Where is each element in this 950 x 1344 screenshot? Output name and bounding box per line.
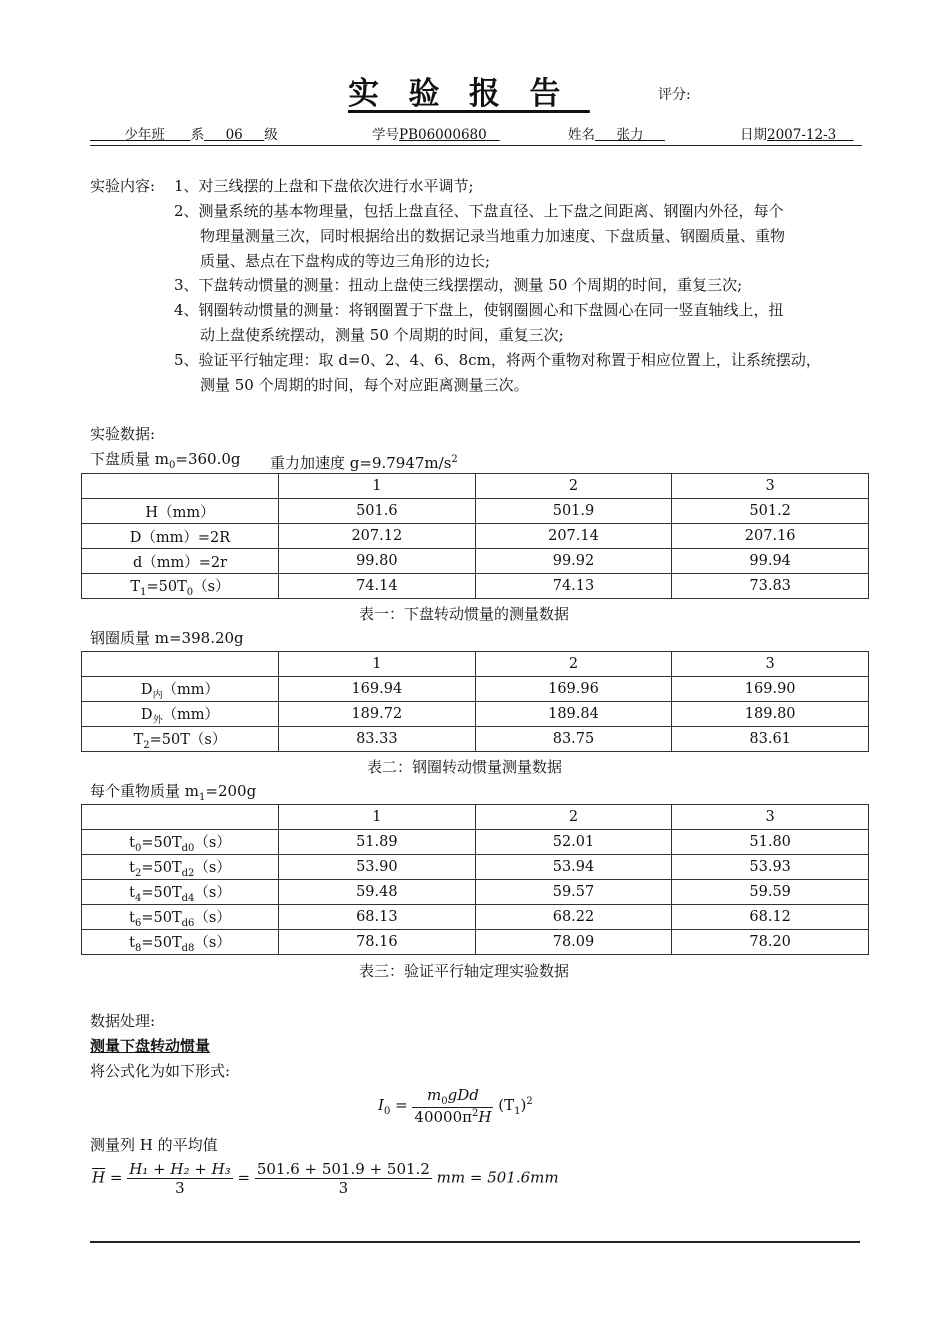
table-cell: 51.89	[279, 830, 476, 855]
table-header-cell: 1	[279, 474, 476, 499]
table-cell: 73.83	[672, 574, 869, 599]
table-header-cell	[82, 652, 279, 677]
score-label: 评分:	[658, 87, 691, 103]
content-item: 测量 50 个周期的时间，每个对应距离测量三次。	[200, 376, 529, 394]
name-field	[568, 123, 665, 143]
table-cell: 99.80	[279, 549, 476, 574]
table-cell: 68.13	[279, 905, 476, 930]
row-label: $t_4=50T_{d4}(s)$	[82, 880, 279, 905]
table-row	[82, 880, 869, 905]
table-cell: 78.16	[279, 930, 476, 955]
table-row	[82, 830, 869, 855]
table-header-cell: 2	[475, 474, 672, 499]
table-cell: 207.16	[672, 524, 869, 549]
content-item: 5、验证平行轴定理：取 d=0、2、4、6、8cm，将两个重物对称置于相应位置上，让系统摆动，	[174, 351, 821, 369]
table-cell: 53.94	[475, 855, 672, 880]
date-value: 2007-12-3	[767, 127, 837, 143]
report-title: 实验报告	[348, 76, 590, 112]
footer-rule	[90, 1241, 860, 1243]
row-label: $T_2=50T(s)$	[82, 727, 279, 752]
table-header-cell	[82, 474, 279, 499]
table-row	[82, 549, 869, 574]
table-cell: 52.01	[475, 830, 672, 855]
gravity: 重力加速度 $g=9.7947m/s^2$	[270, 454, 458, 472]
formula-fraction: $\frac{m_0gDd}{40000\pi^2H}$	[414, 1086, 492, 1126]
date-label: 日期	[740, 127, 767, 143]
table-row	[82, 905, 869, 930]
student-name: 张力	[616, 127, 644, 143]
table-header-row	[82, 652, 869, 677]
table-row	[82, 574, 869, 599]
table-cell: 78.09	[475, 930, 672, 955]
table-cell: 74.14	[279, 574, 476, 599]
table-header-cell: 3	[672, 474, 869, 499]
formula-mean-h: $\overline{H}$ = $\frac{\text{H₁ + H₂ + H₃}}{3}$ = $\frac{501.6 + 501.9 + 501.2}{3}$ mm = 501.6mm	[92, 1160, 559, 1197]
table-cell: 53.93	[672, 855, 869, 880]
table-disk-inertia	[81, 473, 869, 599]
table-cell: 59.59	[672, 880, 869, 905]
table-cell: 189.72	[279, 702, 476, 727]
content-item: 质量、悬点在下盘构成的等边三角形的边长;	[200, 252, 491, 270]
name-label: 姓名	[568, 127, 595, 143]
table-cell: 83.33	[279, 727, 476, 752]
dept-value: 06	[225, 127, 243, 143]
date-field	[740, 123, 853, 143]
ring-mass: 钢圈质量 m=398.20g	[90, 629, 244, 647]
table3-caption: 表三：验证平行轴定理实验数据	[359, 962, 570, 980]
table-cell: 83.75	[475, 727, 672, 752]
table-cell: 169.96	[475, 677, 672, 702]
table-header-cell	[82, 805, 279, 830]
mean-label: 测量列 H 的平均值	[90, 1136, 218, 1154]
disk-mass: 下盘质量 $m_0=360.0g$	[90, 450, 241, 471]
content-item: 2、测量系统的基本物理量，包括上盘直径、下盘直径、上下盘之间距离、钢圈内外径，每个	[174, 202, 784, 220]
row-label: $t_0=50T_{d0}(s)$	[82, 830, 279, 855]
table-header-cell: 2	[475, 652, 672, 677]
formula-inertia: $I_0$ = $\frac{m_0gDd}{40000\pi^2H}$ $(T_1)^2$	[378, 1086, 533, 1126]
table-cell: 51.80	[672, 830, 869, 855]
table-row	[82, 524, 869, 549]
table-cell: 59.57	[475, 880, 672, 905]
table-cell: 59.48	[279, 880, 476, 905]
table2-caption: 表二：钢圈转动惯量测量数据	[367, 758, 563, 776]
table-cell: 501.2	[672, 499, 869, 524]
table-header-row	[82, 474, 869, 499]
table-header-cell: 2	[475, 805, 672, 830]
row-label: $D_外(mm)$	[82, 702, 279, 727]
table-cell: 207.14	[475, 524, 672, 549]
table-header-cell: 1	[279, 805, 476, 830]
table-cell: 169.90	[672, 677, 869, 702]
processing-intro: 将公式化为如下形式:	[90, 1062, 231, 1080]
class-field	[90, 123, 278, 143]
content-item: 4、钢圈转动惯量的测量：将钢圈置于下盘上，使钢圈圆心和下盘圆心在同一竖直轴线上，扭	[174, 301, 784, 319]
row-label: D（mm）=2R	[82, 524, 279, 549]
table1-caption: 表一：下盘转动惯量的测量数据	[359, 605, 570, 623]
row-label: $T_1=50T_0(s)$	[82, 574, 279, 599]
data-label: 实验数据:	[90, 425, 156, 443]
row-label: H（mm）	[82, 499, 279, 524]
class-name: 少年班	[124, 127, 165, 143]
table-cell: 74.13	[475, 574, 672, 599]
table-row	[82, 677, 869, 702]
weight-mass: 每个重物质量 $m_1=200g$	[90, 782, 257, 803]
table-header-row	[82, 805, 869, 830]
table-header-cell: 3	[672, 805, 869, 830]
content-label: 实验内容:	[90, 177, 156, 195]
table-header-cell: 3	[672, 652, 869, 677]
row-label: $t_2=50T_{d2}(s)$	[82, 855, 279, 880]
table-cell: 501.9	[475, 499, 672, 524]
table-cell: 99.94	[672, 549, 869, 574]
table-cell: 68.12	[672, 905, 869, 930]
table-cell: 189.84	[475, 702, 672, 727]
table-cell: 78.20	[672, 930, 869, 955]
row-label: d（mm）=2r	[82, 549, 279, 574]
dept-label: 系	[190, 127, 205, 143]
student-id-value: PB06000680	[399, 127, 487, 143]
content-item: 动上盘使系统摆动，测量 50 个周期的时间，重复三次;	[200, 326, 564, 344]
table-cell: 169.94	[279, 677, 476, 702]
formula-fraction: $\frac{501.6 + 501.9 + 501.2}{3}$	[256, 1160, 430, 1197]
formula-fraction: $\frac{\text{H₁ + H₂ + H₃}}{3}$	[129, 1160, 231, 1197]
table-ring-inertia	[81, 651, 869, 752]
table-row	[82, 727, 869, 752]
row-label: $D_内(mm)$	[82, 677, 279, 702]
table-parallel-axis	[81, 804, 869, 955]
grade-label: 级	[264, 127, 278, 143]
table-cell: 53.90	[279, 855, 476, 880]
table-cell: 99.92	[475, 549, 672, 574]
table-cell: 501.6	[279, 499, 476, 524]
table-row	[82, 499, 869, 524]
student-id-field	[372, 123, 500, 143]
row-label: $t_8=50T_{d8}(s)$	[82, 930, 279, 955]
table-cell: 68.22	[475, 905, 672, 930]
content-item: 物理量测量三次，同时根据给出的数据记录当地重力加速度、下盘质量、钢圈质量、重物	[200, 227, 786, 245]
table-header-cell: 1	[279, 652, 476, 677]
content-item: 1、对三线摆的上盘和下盘依次进行水平调节;	[174, 177, 474, 195]
table-row	[82, 930, 869, 955]
table-cell: 189.80	[672, 702, 869, 727]
processing-subtitle: 测量下盘转动惯量	[90, 1037, 211, 1055]
processing-label: 数据处理:	[90, 1012, 156, 1030]
table-cell: 83.61	[672, 727, 869, 752]
header-rule	[90, 145, 862, 146]
student-id-label: 学号	[372, 127, 399, 143]
content-item: 3、下盘转动惯量的测量：扭动上盘使三线摆摆动，测量 50 个周期的时间，重复三次;	[174, 276, 743, 294]
row-label: $t_6=50T_{d6}(s)$	[82, 905, 279, 930]
table-row	[82, 702, 869, 727]
table-row	[82, 855, 869, 880]
table-cell: 207.12	[279, 524, 476, 549]
